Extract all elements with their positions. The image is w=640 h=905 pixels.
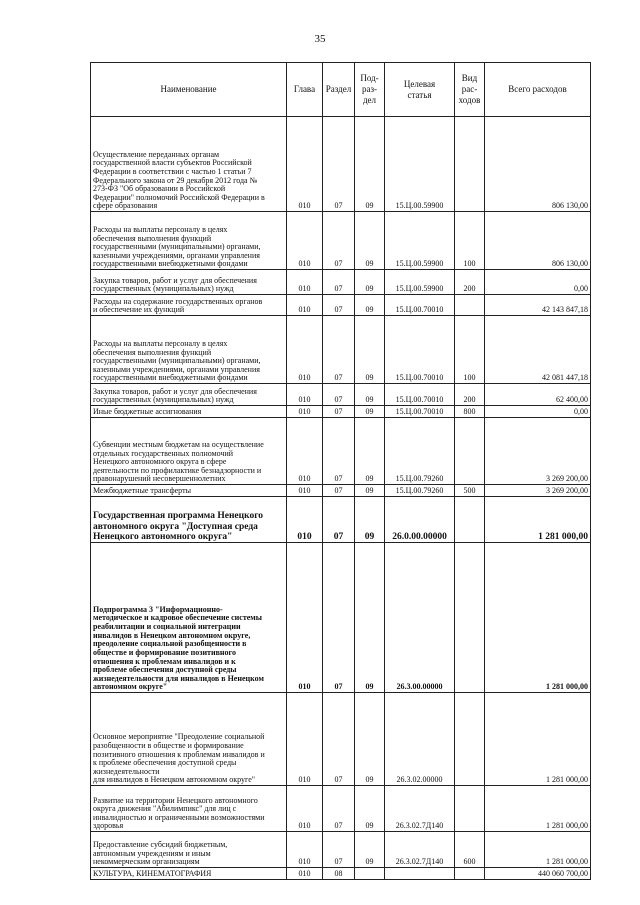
- table-row: [91, 212, 591, 270]
- row-section: 07: [323, 316, 355, 384]
- row-section: 07: [323, 543, 355, 693]
- row-subsection: 09: [355, 212, 385, 270]
- row-type: [455, 117, 485, 212]
- row-chapter: 010: [287, 485, 323, 497]
- row-chapter: 010: [287, 295, 323, 316]
- row-total: 3 269 200,00: [485, 485, 591, 497]
- row-subsection: 09: [355, 786, 385, 832]
- row-subsection: [355, 868, 385, 880]
- row-target: 15.Ц.00.70010: [385, 406, 455, 418]
- row-section: 07: [323, 497, 355, 543]
- row-chapter: 010: [287, 270, 323, 295]
- row-name: Расходы на выплаты персоналу в целях обеспечения выполнения функций государственными (муниципальными) органами, казенными учреждениями, органами управления государственными внебюджетными фондами: [91, 316, 287, 384]
- row-target: 15.Ц.00.59900: [385, 212, 455, 270]
- column-header-target: Целевая статья: [385, 63, 455, 117]
- budget-table: [90, 62, 591, 880]
- row-type: [455, 497, 485, 543]
- column-header-chapter: Глава: [287, 63, 323, 117]
- table-row: [91, 868, 591, 880]
- table-row: [91, 693, 591, 786]
- row-name: Закупка товаров, работ и услуг для обеспечения государственных (муниципальных) нужд: [91, 270, 287, 295]
- row-name: Государственная программа Ненецкого автономного округа "Доступная среда Ненецкого автономного округа": [91, 497, 287, 543]
- row-total: 62 400,00: [485, 384, 591, 406]
- row-chapter: 010: [287, 543, 323, 693]
- table-row: [91, 117, 591, 212]
- row-type: 100: [455, 212, 485, 270]
- row-type: 800: [455, 406, 485, 418]
- row-subsection: 09: [355, 295, 385, 316]
- column-header-section: Раздел: [323, 63, 355, 117]
- row-chapter: 010: [287, 497, 323, 543]
- row-name: Межбюджетные трансферты: [91, 485, 287, 497]
- column-header-subsection: Под- раз- дел: [355, 63, 385, 117]
- row-chapter: 010: [287, 406, 323, 418]
- row-section: 07: [323, 270, 355, 295]
- column-header-total: Всего расходов: [485, 63, 591, 117]
- row-section: 07: [323, 418, 355, 485]
- row-type: [455, 418, 485, 485]
- header-row: [91, 63, 591, 117]
- row-subsection: 09: [355, 543, 385, 693]
- table-row: [91, 497, 591, 543]
- table-row: [91, 406, 591, 418]
- row-total: 3 269 200,00: [485, 418, 591, 485]
- row-chapter: 010: [287, 316, 323, 384]
- row-total: 0,00: [485, 270, 591, 295]
- row-total: 440 060 700,00: [485, 868, 591, 880]
- row-type: [455, 693, 485, 786]
- row-target: 26.3.02.00000: [385, 693, 455, 786]
- row-target: 26.0.00.00000: [385, 497, 455, 543]
- row-type: 500: [455, 485, 485, 497]
- table-row: [91, 485, 591, 497]
- row-total: 806 130,00: [485, 117, 591, 212]
- row-type: 200: [455, 270, 485, 295]
- row-subsection: 09: [355, 316, 385, 384]
- row-total: 806 130,00: [485, 212, 591, 270]
- row-name: Основное мероприятие "Преодоление социальной разобщенности в обществе и формирование позитивного отношения к проблемам инвалидов и к проблеме обеспечения доступной среды жизнедеятельности для инвалидов в Ненецком автономном округе": [91, 693, 287, 786]
- row-chapter: 010: [287, 212, 323, 270]
- table-row: [91, 384, 591, 406]
- row-target: 26.3.02.7Д140: [385, 786, 455, 832]
- row-chapter: 010: [287, 693, 323, 786]
- row-chapter: 010: [287, 418, 323, 485]
- row-name: Иные бюджетные ассигнования: [91, 406, 287, 418]
- row-name: Подпрограмма 3 "Информационно- методическое и кадровое обеспечение системы реабилитации и социальной интеграции инвалидов в Ненецком автономном округе, преодоление социальной разобщенности в обществе и формирование позитивного отношения к проблемам инвалидов и к проблеме обеспечения доступной среды жизнедеятельности для инвалидов в Ненецком автономном округе": [91, 543, 287, 693]
- row-section: 07: [323, 117, 355, 212]
- table-row: [91, 418, 591, 485]
- row-chapter: 010: [287, 832, 323, 868]
- row-subsection: 09: [355, 418, 385, 485]
- table-row: [91, 832, 591, 868]
- row-target: 15.Ц.00.70010: [385, 295, 455, 316]
- row-target: 15.Ц.00.79260: [385, 485, 455, 497]
- table-row: [91, 786, 591, 832]
- row-type: 100: [455, 316, 485, 384]
- row-name: КУЛЬТУРА, КИНЕМАТОГРАФИЯ: [91, 868, 287, 880]
- row-target: 15.Ц.00.70010: [385, 384, 455, 406]
- table-row: [91, 316, 591, 384]
- row-chapter: 010: [287, 384, 323, 406]
- row-subsection: 09: [355, 117, 385, 212]
- row-section: 07: [323, 485, 355, 497]
- row-type: [455, 295, 485, 316]
- row-name: Развитие на территории Ненецкого автономного округа движения "Абилимпикс" для лиц с инвалидностью и ограниченными возможностями здоровья: [91, 786, 287, 832]
- row-name: Расходы на выплаты персоналу в целях обеспечения выполнения функций государственными (муниципальными) органами, казенными учреждениями, органами управления государственными внебюджетными фондами: [91, 212, 287, 270]
- row-section: 07: [323, 212, 355, 270]
- row-total: 1 281 000,00: [485, 543, 591, 693]
- row-target: 15.Ц.00.59900: [385, 270, 455, 295]
- row-section: 07: [323, 832, 355, 868]
- row-subsection: 09: [355, 693, 385, 786]
- table-row: [91, 270, 591, 295]
- row-chapter: 010: [287, 786, 323, 832]
- row-type: [455, 543, 485, 693]
- row-subsection: 09: [355, 270, 385, 295]
- row-type: 200: [455, 384, 485, 406]
- row-name: Расходы на содержание государственных органов и обеспечение их функций: [91, 295, 287, 316]
- column-header-type: Вид рас- ходов: [455, 63, 485, 117]
- row-target: 15.Ц.00.79260: [385, 418, 455, 485]
- page-number: 35: [314, 33, 326, 45]
- row-total: 0,00: [485, 406, 591, 418]
- row-name: Закупка товаров, работ и услуг для обеспечения государственных (муниципальных) нужд: [91, 384, 287, 406]
- row-section: 07: [323, 384, 355, 406]
- row-section: 07: [323, 406, 355, 418]
- row-chapter: 010: [287, 868, 323, 880]
- row-subsection: 09: [355, 485, 385, 497]
- row-total: 1 281 000,00: [485, 693, 591, 786]
- row-subsection: 09: [355, 384, 385, 406]
- row-name: Предоставление субсидий бюджетным, автономным учреждениям и иным некоммерческим организациям: [91, 832, 287, 868]
- row-subsection: 09: [355, 832, 385, 868]
- table-row: [91, 543, 591, 693]
- row-section: 07: [323, 786, 355, 832]
- row-type: [455, 786, 485, 832]
- row-name: Осуществление переданных органам государственной власти субъектов Российской Федерации в соответствии с частью 1 статьи 7 Федерального закона от 29 декабря 2012 года № 273-ФЗ "Об образовании в Российской Федерации" полномочий Российской Федерации в сфере образования: [91, 117, 287, 212]
- row-section: 07: [323, 693, 355, 786]
- row-target: 26.3.02.7Д140: [385, 832, 455, 868]
- row-target: 15.Ц.00.59900: [385, 117, 455, 212]
- row-section: 08: [323, 868, 355, 880]
- row-subsection: 09: [355, 497, 385, 543]
- row-type: 600: [455, 832, 485, 868]
- row-target: 15.Ц.00.70010: [385, 316, 455, 384]
- row-total: 42 081 447,18: [485, 316, 591, 384]
- row-name: Субвенции местным бюджетам на осуществление отдельных государственных полномочий Ненецкого автономного округа в сфере деятельности по профилактике безнадзорности и правонарушений несовершеннолетних: [91, 418, 287, 485]
- row-target: 26.3.00.00000: [385, 543, 455, 693]
- row-total: 1 281 000,00: [485, 786, 591, 832]
- row-total: 42 143 847,18: [485, 295, 591, 316]
- row-target: [385, 868, 455, 880]
- row-total: 1 281 000,00: [485, 497, 591, 543]
- row-subsection: 09: [355, 406, 385, 418]
- table-body: [91, 117, 591, 880]
- column-header-name: Наименование: [91, 63, 287, 117]
- row-chapter: 010: [287, 117, 323, 212]
- row-type: [455, 868, 485, 880]
- table-row: [91, 295, 591, 316]
- row-section: 07: [323, 295, 355, 316]
- row-total: 1 281 000,00: [485, 832, 591, 868]
